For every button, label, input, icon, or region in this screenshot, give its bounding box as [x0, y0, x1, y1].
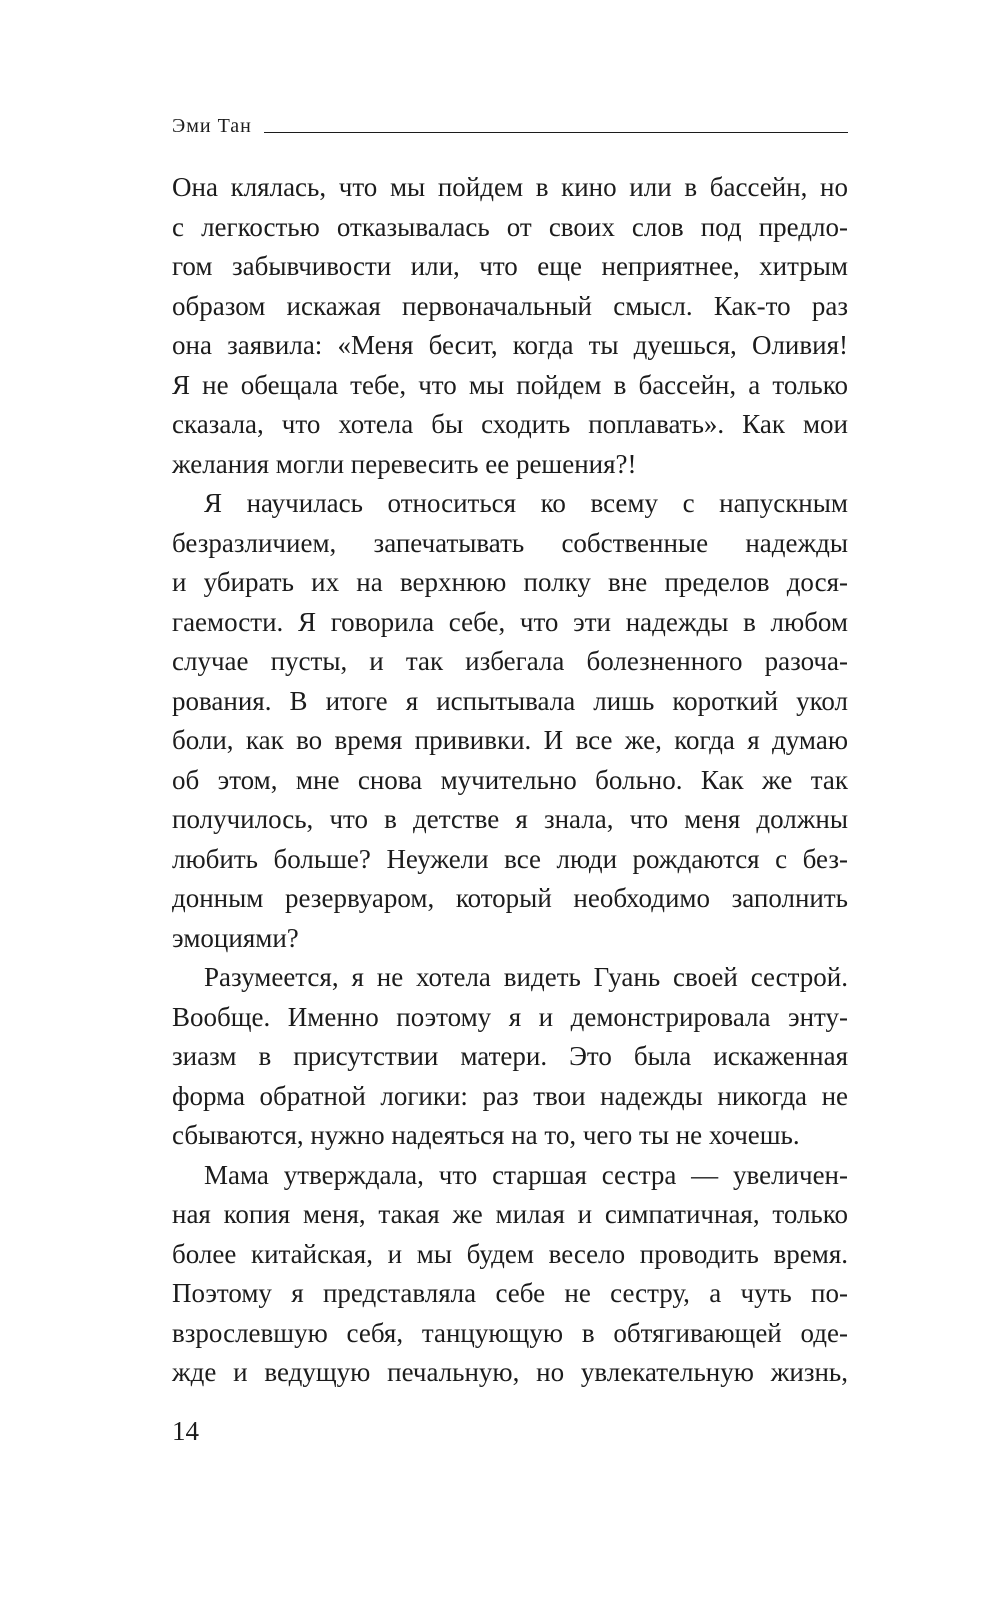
- text-line: жде и ведущую печальную, но увлекательную жизнь,: [172, 1357, 848, 1387]
- text-line: и убирать их на верхнюю полку вне пределов дося-: [172, 567, 848, 597]
- text-line: сбываются, нужно надеяться на то, чего ты не хочешь.: [172, 1120, 800, 1150]
- text-line: боли, как во время прививки. И все же, когда я думаю: [172, 725, 848, 755]
- text-line: Разумеется, я не хотела видеть Гуань своей сестрой.: [204, 962, 848, 992]
- text-line: Я научилась относиться ко всему с напускным: [204, 488, 848, 518]
- text-line: эмоциями?: [172, 922, 299, 953]
- header-rule: [264, 132, 848, 133]
- text-line: гаемости. Я говорила себе, что эти надежды в любом: [172, 606, 848, 637]
- text-line: любить больше? Неужели все люди рождаются с без-: [172, 843, 848, 874]
- text-line: с легкостью отказывалась от своих слов под предло-: [172, 211, 848, 242]
- text-line: желания могли перевесить ее решения?!: [172, 448, 637, 479]
- text-line: Она клялась, что мы пойдем в кино или в бассейн, но: [172, 172, 848, 202]
- text-line: образом искажая первоначальный смысл. Как-то раз: [172, 290, 848, 321]
- text-line: сказала, что хотела бы сходить поплавать». Как мои: [172, 409, 848, 439]
- running-header-author: Эми Тан: [172, 115, 252, 137]
- text-line: Вообще. Именно поэтому я и демонстрировала энту-: [172, 1001, 848, 1032]
- text-line: безразличием, запечатывать собственные надежды: [172, 527, 848, 558]
- page-number: 14: [172, 1416, 199, 1446]
- text-line: получилось, что в детстве я знала, что меня должны: [172, 804, 848, 834]
- text-line: форма обратной логики: раз твои надежды никогда не: [172, 1080, 848, 1111]
- text-line: взрослевшую себя, танцующую в обтягивающей оде-: [172, 1317, 848, 1348]
- text-line: Мама утверждала, что старшая сестра — увеличен-: [204, 1159, 848, 1190]
- text-line: об этом, мне снова мучительно больно. Как же так: [172, 764, 848, 795]
- text-line: она заявила: «Меня бесит, когда ты дуешься, Оливия!: [172, 330, 848, 360]
- text-line: зиазм в присутствии матери. Это была искаженная: [172, 1041, 848, 1071]
- running-header: [172, 112, 848, 136]
- text-line: случае пусты, и так избегала болезненного разоча-: [172, 646, 848, 676]
- text-line: гом забывчивости или, что еще неприятнее, хитрым: [172, 251, 848, 281]
- text-line: более китайская, и мы будем весело проводить время.: [172, 1238, 848, 1269]
- text-line: донным резервуаром, который необходимо заполнить: [172, 883, 848, 913]
- text-line: Поэтому я представляла себе не сестру, а чуть по-: [172, 1278, 848, 1308]
- body-text: [172, 168, 848, 1393]
- text-line: рования. В итоге я испытывала лишь короткий укол: [172, 685, 848, 716]
- text-line: ная копия меня, такая же милая и симпатичная, только: [172, 1199, 848, 1229]
- text-line: Я не обещала тебе, что мы пойдем в бассейн, а только: [172, 369, 848, 400]
